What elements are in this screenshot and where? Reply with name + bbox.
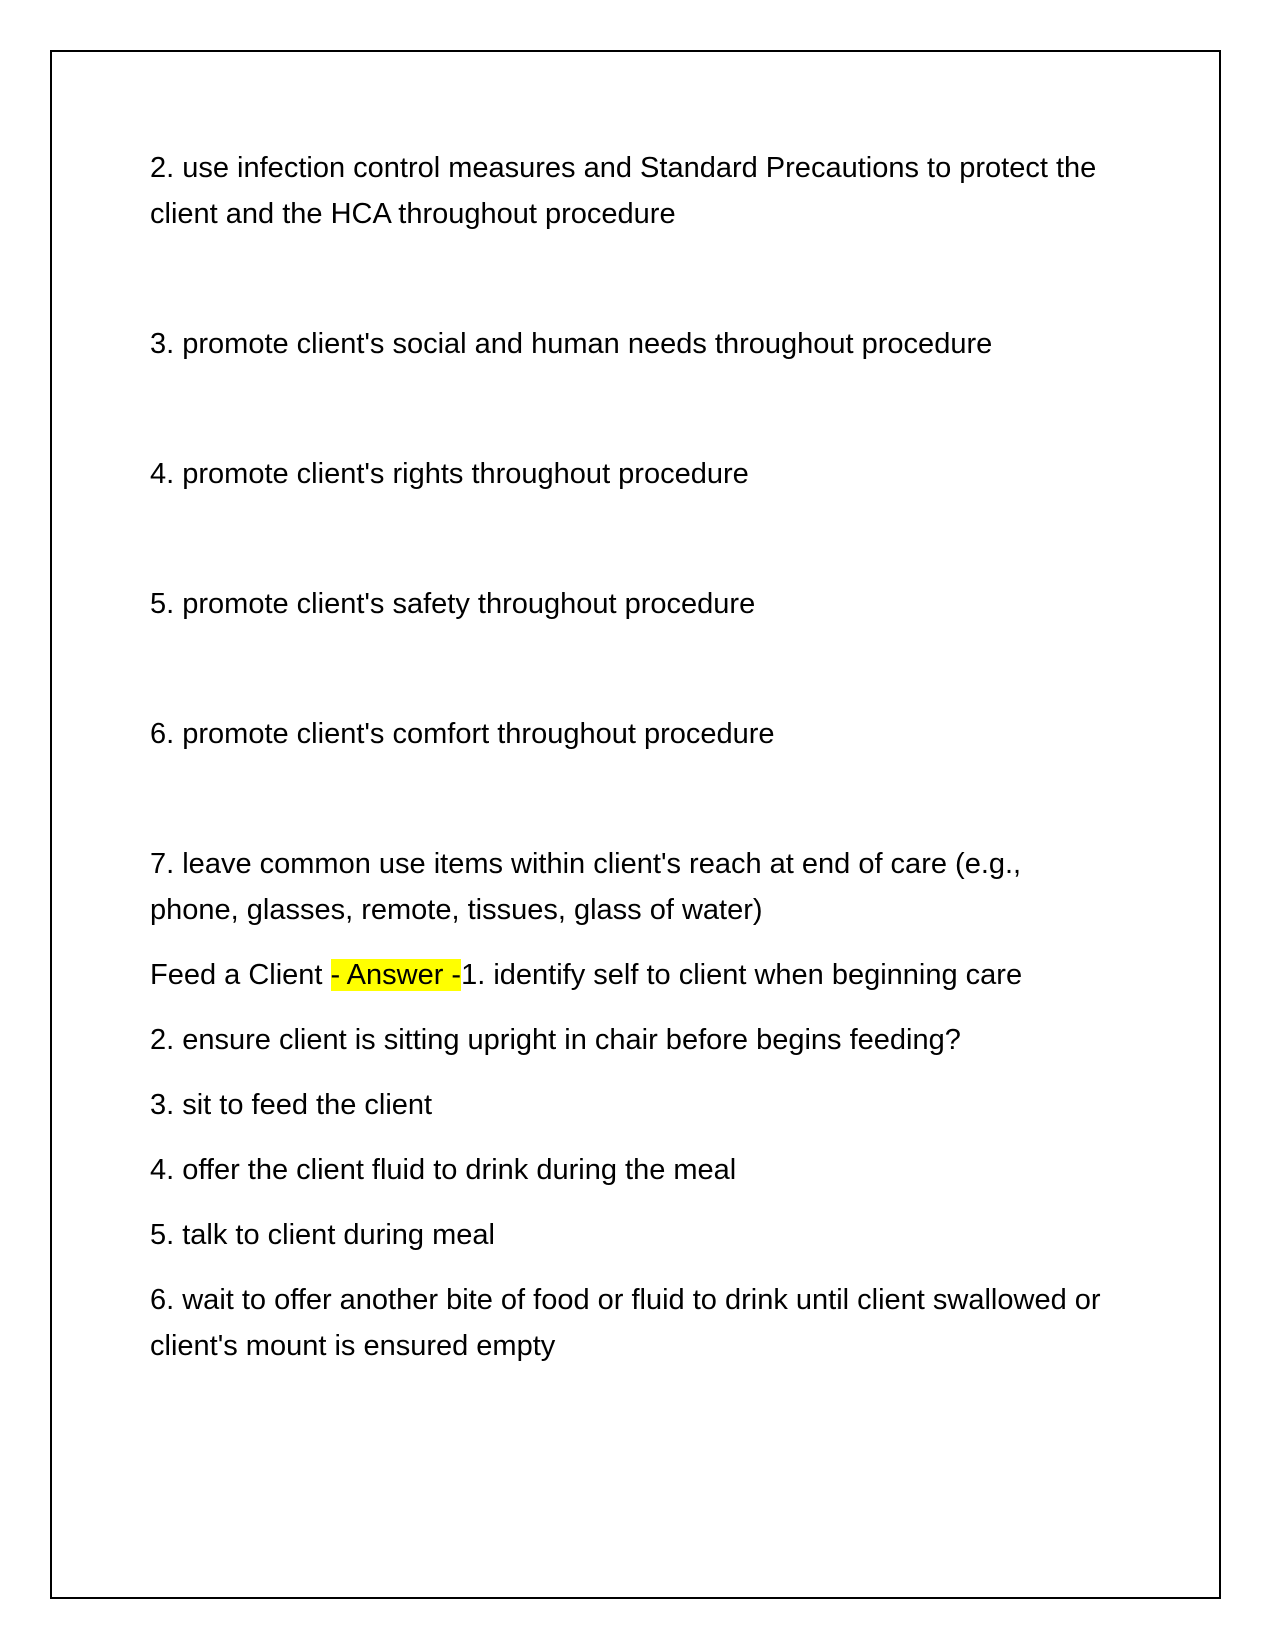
feed-step-1: 1. identify self to client when beginning care — [461, 959, 1023, 991]
feed-step-6: 6. wait to offer another bite of food or fluid to drink until client swallowed or client's mount is ensured empty — [150, 1284, 1101, 1362]
procedure-step-2: 2. use infection control measures and Standard Precautions to protect the client and the HCA throughout procedure — [150, 152, 1097, 230]
feed-client-question — [150, 952, 1110, 998]
feed-step-2: 2. ensure client is sitting upright in chair before begins feeding? — [150, 1024, 961, 1056]
feed-step-4: 4. offer the client fluid to drink during the meal — [150, 1154, 737, 1186]
procedure-step-7: 7. leave common use items within client's reach at end of care (e.g., phone, glasses, remote, tissues, glass of water) — [150, 848, 1022, 926]
feed-step-5: 5. talk to client during meal — [150, 1219, 495, 1251]
feed-step-3: 3. sit to feed the client — [150, 1089, 433, 1121]
document-body — [150, 145, 1110, 1369]
procedure-step-5: 5. promote client's safety throughout procedure — [150, 588, 756, 620]
procedure-step-3: 3. promote client's social and human needs throughout procedure — [150, 328, 993, 360]
feed-client-title: Feed a Client — [150, 959, 331, 991]
procedure-step-6: 6. promote client's comfort throughout procedure — [150, 718, 775, 750]
answer-marker: - Answer - — [330, 959, 462, 991]
procedure-step-4: 4. promote client's rights throughout procedure — [150, 458, 749, 490]
